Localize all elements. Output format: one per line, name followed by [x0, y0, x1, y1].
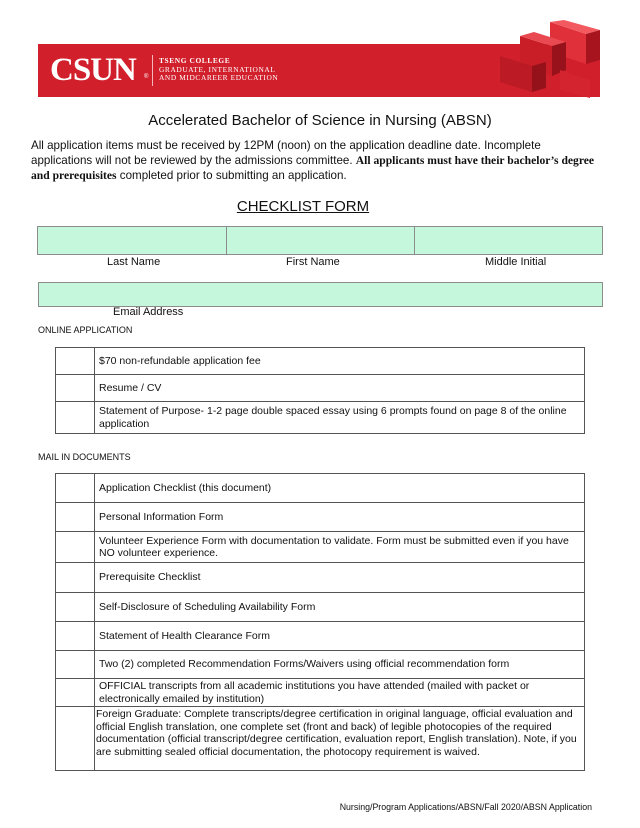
email-input[interactable] — [38, 282, 603, 307]
checklist-item: OFFICIAL transcripts from all academic institutions you have attended (mailed with packet or electronically emailed by institution) — [95, 679, 585, 707]
first-name-input[interactable] — [226, 226, 415, 255]
last-name-input[interactable] — [37, 226, 227, 255]
table-row — [56, 622, 585, 651]
csun-logo: CSUN — [50, 52, 136, 88]
page-title: Accelerated Bachelor of Science in Nursing (ABSN) — [148, 112, 492, 129]
table-row — [56, 348, 585, 375]
checkbox-cell[interactable] — [56, 503, 95, 532]
table-row — [56, 375, 585, 402]
middle-initial-label: Middle Initial — [485, 256, 547, 268]
intro-bold-text: All applicants must have their bachelor’s degree and prerequisites — [31, 154, 595, 182]
checklist-item: $70 non-refundable application fee — [95, 348, 585, 375]
last-name-label: Last Name — [107, 256, 161, 268]
checklist-item: Resume / CV — [95, 375, 585, 402]
mail-in-documents-label: MAIL IN DOCUMENTS — [38, 452, 131, 462]
table-row — [56, 402, 585, 434]
checklist-title: CHECKLIST FORM — [236, 198, 370, 215]
mail-checklist-table — [55, 473, 585, 771]
checklist-item: Prerequisite Checklist — [95, 563, 585, 593]
table-row — [56, 707, 585, 771]
checkbox-cell[interactable] — [56, 651, 95, 679]
cubes-graphic — [490, 20, 600, 100]
logo-divider — [152, 55, 153, 86]
trademark-mark: ® — [144, 74, 149, 80]
table-row — [56, 532, 585, 563]
checkbox-cell[interactable] — [56, 402, 95, 434]
middle-initial-input[interactable] — [414, 226, 603, 255]
checklist-item: Self-Disclosure of Scheduling Availability Form — [95, 593, 585, 622]
college-line-3: AND MIDCAREER EDUCATION — [159, 73, 279, 82]
table-row — [56, 474, 585, 503]
first-name-label: First Name — [286, 256, 340, 268]
footer-path: Nursing/Program Applications/ABSN/Fall 2020/ABSN Application — [339, 802, 592, 812]
online-application-label: ONLINE APPLICATION — [38, 325, 133, 335]
checkbox-cell[interactable] — [56, 375, 95, 402]
online-checklist-table — [55, 347, 585, 434]
intro-paragraph — [31, 138, 605, 183]
table-row — [56, 679, 585, 707]
checkbox-cell[interactable] — [56, 532, 95, 563]
table-row — [56, 593, 585, 622]
checkbox-cell[interactable] — [56, 679, 95, 707]
college-line-1: TSENG COLLEGE — [159, 56, 231, 65]
checklist-item: Statement of Health Clearance Form — [95, 622, 585, 651]
checkbox-cell[interactable] — [56, 622, 95, 651]
table-row — [56, 563, 585, 593]
checklist-item: Personal Information Form — [95, 503, 585, 532]
intro-text: All application items must be received by 12PM (noon) on the application deadline date. Incomplete applications will not be reviewed by the admissions committee. — [31, 139, 541, 167]
table-row — [56, 503, 585, 532]
checklist-item: Two (2) completed Recommendation Forms/Waivers using official recommendation form — [95, 651, 585, 679]
checkbox-cell[interactable] — [56, 593, 95, 622]
college-name — [159, 57, 278, 83]
checklist-item: Application Checklist (this document) — [95, 474, 585, 503]
checkbox-cell[interactable] — [56, 563, 95, 593]
intro-text-end: completed prior to submitting an application. — [116, 169, 347, 182]
checklist-item: Statement of Purpose- 1-2 page double spaced essay using 6 prompts found on page 8 of the online application — [95, 402, 585, 434]
checklist-item: Volunteer Experience Form with documentation to validate. Form must be submitted even if you have NO volunteer experience. — [95, 532, 585, 563]
checklist-item: Foreign Graduate: Complete transcripts/degree certification in original language, official evaluation and official English translation, one complete set (front and back) of legible photocopies of the required documentation (official transcript/degree certification, evaluation report, English translation). Note, if you are submitting sealed official documentation, the photocopy requirement is waived. — [95, 707, 585, 771]
table-row — [56, 651, 585, 679]
checkbox-cell[interactable] — [56, 348, 95, 375]
email-label: Email Address — [113, 306, 184, 318]
checkbox-cell[interactable] — [56, 707, 95, 771]
college-line-2: GRADUATE, INTERNATIONAL — [159, 64, 276, 74]
checkbox-cell[interactable] — [56, 474, 95, 503]
